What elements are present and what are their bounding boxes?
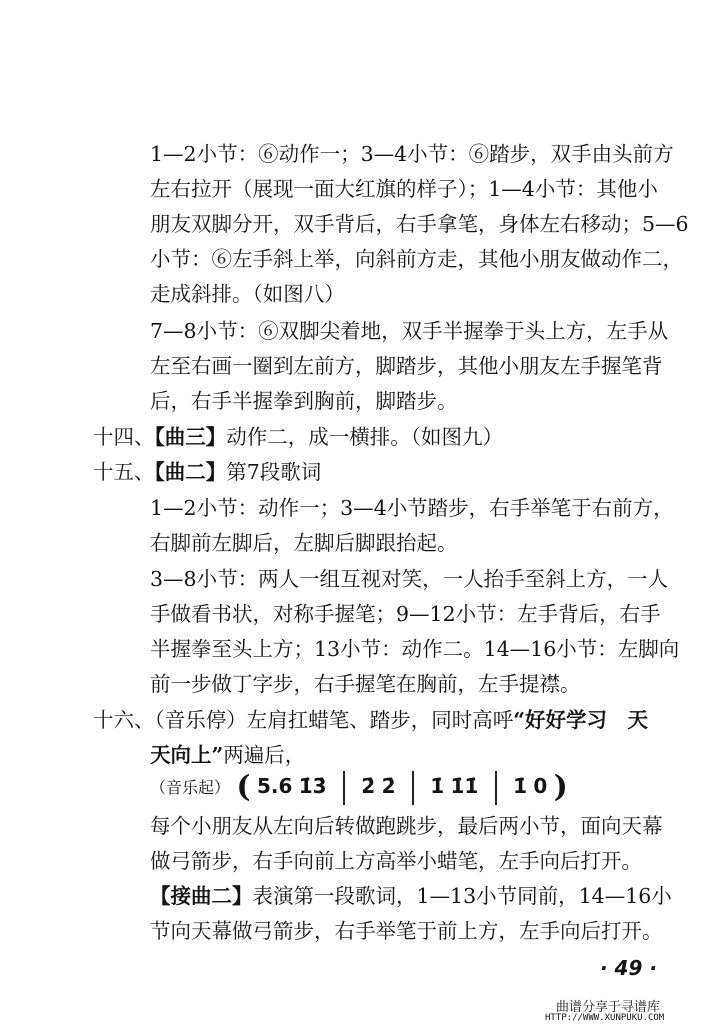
quote-mark: “ (513, 708, 526, 732)
text-line: 后，右手半握拳到胸前，脚踏步。 (150, 389, 458, 413)
note: 2̇ (381, 774, 396, 798)
tune-tag: 【接曲二】 (150, 884, 253, 908)
text-line: 半握拳至头上方；13小节：动作二。14—16小节：左脚向 (150, 637, 680, 661)
text-line: 节向天幕做弓箭步，右手举笔于前上方，左手向后打开。 (150, 919, 663, 943)
bar-line (495, 771, 497, 805)
section-number: 十五、 (93, 460, 155, 484)
tune-tag: 【曲二】 (154, 460, 227, 484)
section-number: 十六、 (93, 708, 155, 732)
text-line: 做弓箭步，右手向前上方高举小蜡笔，左手向后打开。 (150, 849, 642, 873)
section-number: 十四、 (93, 425, 155, 449)
text-line (150, 741, 305, 769)
note: 1̇1̇ (450, 774, 479, 798)
text-line: 3—8小节：两人一组互视对笑，一人抬手至斜上方，一人 (150, 567, 669, 591)
text-line: 左右拉开（展现一面大红旗的样子）；1—4小节：其他小 (150, 177, 658, 201)
text-line: 手做看书状，对称手握笔；9—12小节：左手背后，右手 (150, 602, 661, 626)
text-line: 1—2小节：动作一；3—4小节踏步，右手举笔于右前方， (150, 496, 674, 520)
note: 1̇ (513, 774, 527, 798)
text-line: 右脚前左脚后，左脚后脚跟抬起。 (150, 531, 458, 555)
shout-text: 天向上 (150, 743, 212, 767)
text-line: 每个小朋友从左向后转做跑跳步，最后两小节，面向天幕 (150, 814, 663, 838)
note: 0 (533, 774, 548, 798)
section-16 (93, 706, 648, 734)
shout-text: 好好学习 天 (525, 708, 649, 732)
text-line: 7—8小节：⑥双脚尖着地，双手半握拳于头上方，左手从 (150, 319, 669, 343)
close-paren: ) (553, 769, 568, 805)
section-14 (93, 423, 503, 451)
text-line: 左至右画一圈到左前方，脚踏步，其他小朋友左手握笔背 (150, 354, 663, 378)
music-label: （音乐起） (150, 778, 231, 797)
text-line: 前一步做丁字步，右手握笔在胸前，左手提襟。 (150, 672, 581, 696)
section-15 (93, 458, 321, 486)
note: 2̇ (361, 774, 376, 798)
note: 1̇3̇ (298, 774, 327, 798)
note: 1̇ (430, 774, 445, 798)
open-paren: ( (236, 769, 251, 805)
text-line: 走成斜排。（如图八） (150, 282, 345, 306)
section-text: 第7段歌词 (226, 460, 322, 484)
tune-tag: 【曲三】 (154, 425, 227, 449)
note: 5.6 (256, 774, 293, 798)
section-text: 表演第一段歌词，1—13小节同前，14—16小 (252, 884, 672, 908)
section-text: 两遍后， (223, 743, 306, 767)
text-line: 朋友双脚分开，双手背后，右手拿笔，身体左右移动；5—6 (150, 212, 689, 236)
text-line (150, 882, 672, 910)
section-text: 动作二，成一横排。（如图九） (226, 425, 503, 449)
section-text: （音乐停）左肩扛蜡笔、踏步，同时高呼 (154, 708, 514, 732)
bar-line (343, 771, 345, 805)
text-line: 1—2小节：⑥动作一；3—4小节：⑥踏步，双手由头前方 (150, 142, 674, 166)
music-notation (150, 768, 568, 806)
page-number: · 49 · (600, 956, 657, 980)
quote-mark: ” (211, 743, 224, 767)
watermark-url: HTTP://WWW.XUNPUKU.COM (545, 1013, 665, 1023)
bar-line (412, 771, 414, 805)
watermark-text: 曲谱分享于寻谱库 (556, 1000, 661, 1015)
text-line: 小节：⑥左手斜上举，向斜前方走，其他小朋友做动作二， (150, 247, 683, 271)
